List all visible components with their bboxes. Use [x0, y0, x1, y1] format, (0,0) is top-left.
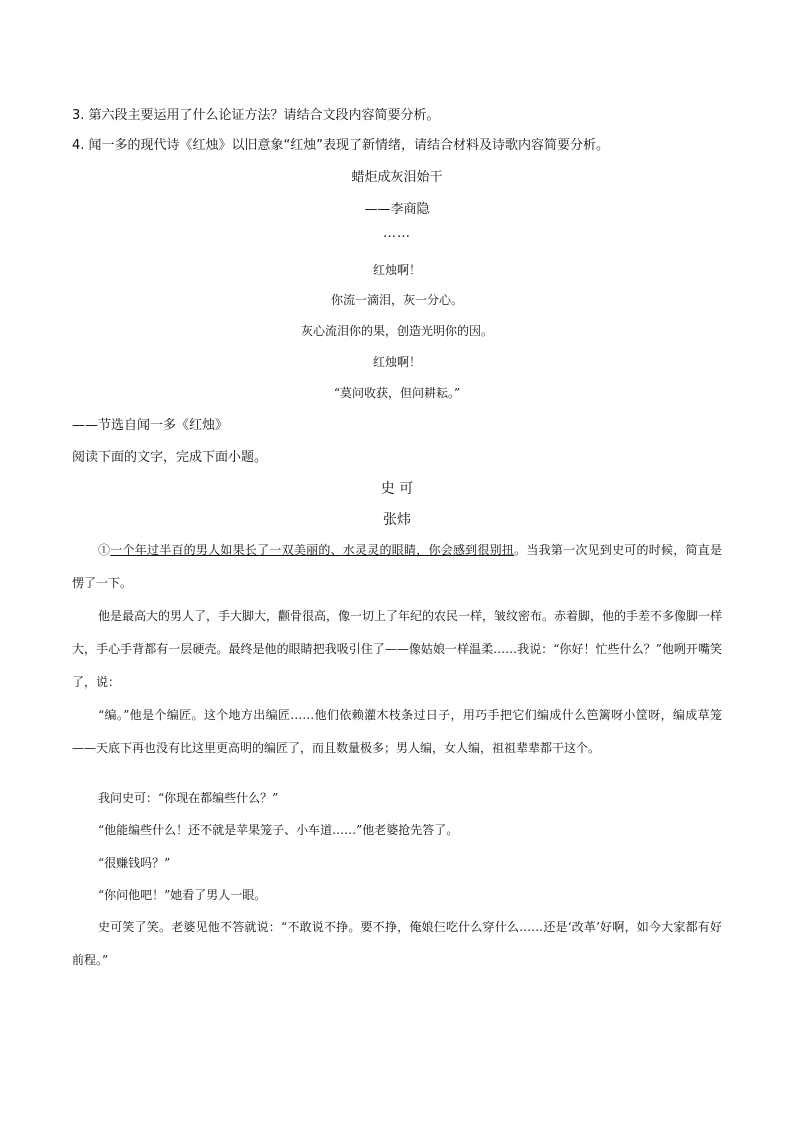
- underlined-sentence: 一个年过半百的男人如果长了一双美丽的、水灵灵的眼睛，你会感到很别扭: [110, 543, 515, 557]
- paragraph-1: [72, 534, 722, 600]
- question-3: 3. 第六段主要运用了什么论证方法？请结合文段内容简要分析。: [72, 108, 440, 123]
- quote-line: 蜡炬成灰泪始干: [351, 170, 443, 185]
- reading-instruction: 阅读下面的文字，完成下面小题。: [72, 450, 268, 465]
- paragraph-1-rest: 。当我第一次见到史可的时候，简直是愣了一下。: [72, 543, 722, 590]
- poem-line: 红烛啊！: [372, 355, 421, 369]
- paragraph-2: 他是最高大的男人了，手大脚大，颧骨很高，像一切上了年纪的农民一样，皱纹密布。赤着脚，他的手差不多像脚一样大，手心手背都有一层硬壳。最终是他的眼睛把我吸引住了——像姑娘一样温柔……我说：“你好！忙些什么？”他咧开嘴笑了，说：: [72, 609, 723, 689]
- poem-line: 红烛啊！: [372, 263, 421, 277]
- paragraph-7: “你问他吧！”她看了男人一眼。: [98, 888, 267, 902]
- story-title: 史 可: [380, 481, 414, 497]
- story-author: 张炜: [383, 512, 411, 528]
- paragraph-number: ①: [98, 543, 111, 557]
- quote-ellipsis: ……: [383, 226, 411, 241]
- poem-source: ——节选自闻一多《红烛》: [72, 418, 229, 433]
- question-4: 4. 闻一多的现代诗《红烛》以旧意象“红烛”表现了新情绪，请结合材料及诗歌内容简要分析。: [72, 138, 610, 153]
- poem-line: “莫问收获，但问耕耘。”: [333, 386, 461, 400]
- paragraph-8: 史可笑了笑。老婆见他不答就说：“不敢说不挣。要不挣，俺娘仨吃什么穿什么……还是‘改革’好啊，如今大家都有好前程。”: [72, 920, 722, 967]
- paragraph-6: “很赚钱吗？”: [98, 856, 171, 870]
- paragraph-3: “编。”他是个编匠。这个地方出编匠……他们依赖灌木枝条过日子，用巧手把它们编成什么笆篱呀小筐呀，编成草笼——天底下再也没有比这里更高明的编匠了，而且数量极多；男人编，女人编，祖祖辈辈都干这个。: [72, 708, 722, 755]
- paragraph-5: “他能编些什么！还不就是苹果笼子、小车道……”他老婆抢先答了。: [98, 823, 459, 837]
- quote-author: ——李商隐: [364, 202, 430, 217]
- poem-line: 你流一滴泪，灰一分心。: [330, 293, 463, 307]
- paragraph-4: 我问史可：“你现在都编些什么？”: [98, 791, 279, 805]
- poem-line: 灰心流泪你的果，创造光明你的因。: [300, 324, 493, 338]
